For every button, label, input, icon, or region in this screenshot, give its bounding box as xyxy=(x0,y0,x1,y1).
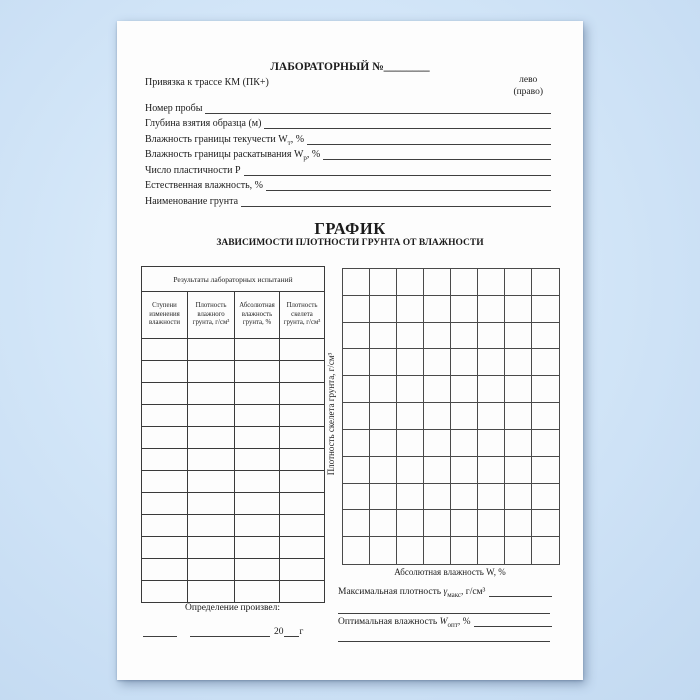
grid-cell xyxy=(451,457,478,484)
table-cell-empty xyxy=(142,405,188,427)
table-cell-empty xyxy=(280,361,325,383)
optimal-moisture-blank-line xyxy=(474,614,552,627)
grid-cell xyxy=(424,349,451,376)
grid-cell xyxy=(532,510,559,537)
table-cell-empty xyxy=(235,405,280,427)
grid-cell xyxy=(343,457,370,484)
table-row xyxy=(142,361,325,383)
side-left: лево xyxy=(519,75,538,85)
grid-cell xyxy=(343,403,370,430)
table-cell-empty xyxy=(280,559,325,581)
table-cell-empty xyxy=(188,493,235,515)
grid-cell xyxy=(424,537,451,564)
grid-cell xyxy=(532,403,559,430)
table-row xyxy=(142,339,325,361)
table-cell-empty xyxy=(280,581,325,603)
table-row xyxy=(142,581,325,603)
grid-cell xyxy=(397,457,424,484)
grid-cell xyxy=(505,296,532,323)
grid-cell xyxy=(343,484,370,511)
table-cell-empty xyxy=(142,559,188,581)
grid-cell xyxy=(478,510,505,537)
table-cell-empty xyxy=(142,361,188,383)
table-cell-empty xyxy=(188,515,235,537)
grid-cell xyxy=(451,430,478,457)
grid-cell xyxy=(424,323,451,350)
field-row-liquid-limit xyxy=(145,129,551,145)
table-cell-empty xyxy=(142,339,188,361)
grid-cell xyxy=(451,296,478,323)
table-cell-empty xyxy=(280,427,325,449)
max-density-label: Максимальная плотность $\gamma_{макс}$, г/см³ xyxy=(338,587,486,599)
table-cell-empty xyxy=(280,339,325,361)
grid-cell xyxy=(505,323,532,350)
field-label: Естественная влажность, % xyxy=(145,180,263,191)
table-cell-empty xyxy=(188,537,235,559)
table-caption: Результаты лабораторных испытаний xyxy=(142,267,325,292)
grid-cell xyxy=(343,376,370,403)
table-row xyxy=(142,515,325,537)
grid-cell xyxy=(370,403,397,430)
grid-cell xyxy=(532,269,559,296)
grid-cell xyxy=(370,484,397,511)
table-cell-empty xyxy=(188,361,235,383)
grid-cell xyxy=(451,484,478,511)
table-row xyxy=(142,383,325,405)
field-label: Влажность границы текучести $W_т$, % xyxy=(145,133,305,147)
grid-cell xyxy=(424,403,451,430)
grid-cell xyxy=(532,484,559,511)
max-density-blank-line xyxy=(489,584,552,597)
field-label: Номер пробы xyxy=(145,102,203,114)
grid-cell xyxy=(451,269,478,296)
table-cell-empty xyxy=(188,427,235,449)
field-row-sampling-depth xyxy=(145,114,551,130)
x-axis-label: Абсолютная влажность W, % xyxy=(394,567,506,577)
grid-cell xyxy=(505,430,532,457)
table-cell-empty xyxy=(142,471,188,493)
table-cell-empty xyxy=(188,339,235,361)
table-cell-empty xyxy=(280,405,325,427)
grid-cell xyxy=(343,510,370,537)
table-cell-empty xyxy=(235,581,280,603)
field-row-plasticity-index xyxy=(145,160,551,176)
grid-cell xyxy=(478,269,505,296)
field-label: Влажность границы раскатывания $W_р$, % xyxy=(145,149,321,162)
table-row xyxy=(142,537,325,559)
grid-cell xyxy=(424,376,451,403)
field-blank-line xyxy=(264,116,551,129)
name-blank xyxy=(190,624,270,637)
grid-cell xyxy=(505,484,532,511)
table-cell-empty xyxy=(142,581,188,603)
grid-cell xyxy=(451,323,478,350)
column-header-skeleton-density: Плотность скелета грунта, г/см³ xyxy=(280,292,325,339)
table-cell-empty xyxy=(235,537,280,559)
optimal-moisture-label: Оптимальная влажность $W_{опт}$, % xyxy=(338,617,471,629)
grid-cell xyxy=(505,537,532,564)
grid-cell xyxy=(370,457,397,484)
grid-cell xyxy=(370,430,397,457)
grid-cell xyxy=(397,430,424,457)
grid-cell xyxy=(370,376,397,403)
grid-cell xyxy=(478,296,505,323)
signature-blank xyxy=(143,624,177,637)
grid-cell xyxy=(451,537,478,564)
grid-cell xyxy=(397,510,424,537)
grid-cell xyxy=(397,376,424,403)
year-prefix: 20 xyxy=(274,627,284,637)
grid-cell xyxy=(532,349,559,376)
grid-cell xyxy=(397,537,424,564)
column-header-wet-density: Плотность влажного грунта, г/см³ xyxy=(188,292,235,339)
y-axis-label: Плотность скелета грунта, г/см³ xyxy=(326,352,336,476)
grid-cell xyxy=(397,403,424,430)
table-cell-empty xyxy=(235,361,280,383)
grid-cell xyxy=(532,296,559,323)
table-cell-empty xyxy=(235,383,280,405)
table-row xyxy=(142,493,325,515)
table-cell-empty xyxy=(188,405,235,427)
table-cell-empty xyxy=(280,449,325,471)
grid-cell xyxy=(505,349,532,376)
table-cell-empty xyxy=(235,449,280,471)
grid-cell xyxy=(451,510,478,537)
field-row-natural-moisture xyxy=(145,176,551,192)
grid-cell xyxy=(478,349,505,376)
grid-cell xyxy=(505,403,532,430)
grid-cell xyxy=(424,269,451,296)
grid-cell xyxy=(343,537,370,564)
grid-cell xyxy=(424,484,451,511)
table-cell-empty xyxy=(280,515,325,537)
grid-cell xyxy=(397,269,424,296)
grid-cell xyxy=(370,323,397,350)
grid-cell xyxy=(370,296,397,323)
grid-cell xyxy=(532,323,559,350)
table-row xyxy=(142,559,325,581)
grid-cell xyxy=(505,376,532,403)
grid-cell xyxy=(424,430,451,457)
graph-subtitle: ЗАВИСИМОСТИ ПЛОТНОСТИ ГРУНТА ОТ ВЛАЖНОСТИ xyxy=(216,238,484,248)
table-cell-empty xyxy=(235,427,280,449)
max-density-field xyxy=(338,584,552,597)
form-title-text: ЛАБОРАТОРНЫЙ № xyxy=(270,61,384,73)
grid-cell xyxy=(478,537,505,564)
grid-cell xyxy=(343,349,370,376)
table-cell-empty xyxy=(280,537,325,559)
grid-cell xyxy=(343,296,370,323)
grid-cell xyxy=(505,510,532,537)
grid-cell xyxy=(370,269,397,296)
grid-cell xyxy=(478,323,505,350)
field-list xyxy=(145,98,551,207)
table-cell-empty xyxy=(235,515,280,537)
grid-cell xyxy=(424,457,451,484)
graph-grid xyxy=(342,268,560,565)
year-blank xyxy=(284,624,299,637)
extra-blank-line xyxy=(338,641,550,642)
form-page xyxy=(117,21,583,680)
grid-cell xyxy=(343,430,370,457)
table-cell-empty xyxy=(142,427,188,449)
grid-cell xyxy=(451,349,478,376)
field-blank-line xyxy=(205,101,551,114)
grid-cell xyxy=(397,296,424,323)
grid-cell xyxy=(478,403,505,430)
column-header-absolute-moisture: Абсолютная влажность грунта, % xyxy=(235,292,280,339)
grid-cell xyxy=(532,376,559,403)
field-label: Наименование грунта xyxy=(145,195,239,207)
table-cell-empty xyxy=(235,471,280,493)
grid-cell xyxy=(478,484,505,511)
table-cell-empty xyxy=(280,493,325,515)
table-cell-empty xyxy=(188,383,235,405)
side-left-right-note xyxy=(513,74,543,98)
route-label: Привязка к трассе КМ (ПК+) xyxy=(145,77,269,88)
grid-cell xyxy=(424,296,451,323)
table-cell-empty xyxy=(235,493,280,515)
table-cell-empty xyxy=(188,449,235,471)
grid-cell xyxy=(397,323,424,350)
table-cell-empty xyxy=(188,581,235,603)
field-label: Число пластичности Р xyxy=(145,164,241,176)
table-cell-empty xyxy=(280,471,325,493)
table-cell-empty xyxy=(142,383,188,405)
grid-cell xyxy=(451,403,478,430)
table-row xyxy=(142,449,325,471)
field-blank-line xyxy=(266,178,551,191)
table-cell-empty xyxy=(235,559,280,581)
table-caption-row xyxy=(142,267,325,292)
form-title xyxy=(117,61,583,73)
grid-cell xyxy=(451,376,478,403)
field-row-sample-number xyxy=(145,98,551,114)
field-row-soil-name xyxy=(145,191,551,207)
table-cell-empty xyxy=(235,339,280,361)
optimal-moisture-field xyxy=(338,614,552,627)
table-cell-empty xyxy=(142,449,188,471)
grid-cell xyxy=(505,457,532,484)
table-cell-empty xyxy=(142,537,188,559)
grid-cell xyxy=(397,349,424,376)
year-suffix: г xyxy=(299,627,304,637)
field-row-plastic-limit xyxy=(145,145,551,161)
table-cell-empty xyxy=(142,493,188,515)
grid-cell xyxy=(343,323,370,350)
table-cell-empty xyxy=(142,515,188,537)
results-table xyxy=(141,266,325,603)
grid-cell xyxy=(532,457,559,484)
form-title-blank: ________ xyxy=(383,61,430,73)
table-row xyxy=(142,471,325,493)
field-blank-line xyxy=(307,132,551,145)
grid-cell xyxy=(343,269,370,296)
grid-cell xyxy=(397,484,424,511)
grid-cell xyxy=(532,537,559,564)
grid-cell xyxy=(505,269,532,296)
table-body xyxy=(142,339,325,603)
table-cell-empty xyxy=(280,383,325,405)
grid-cell xyxy=(532,430,559,457)
field-label: Глубина взятия образца (м) xyxy=(145,118,262,129)
field-blank-line xyxy=(244,163,551,176)
grid-cell xyxy=(370,349,397,376)
grid-cell xyxy=(370,510,397,537)
side-right: (право) xyxy=(513,87,543,97)
graph-title: ГРАФИК xyxy=(314,219,386,238)
grid-cell xyxy=(424,510,451,537)
performed-by-label: Определение произвел: xyxy=(185,603,280,613)
field-blank-line xyxy=(241,194,551,207)
table-cell-empty xyxy=(188,559,235,581)
grid-cell xyxy=(478,457,505,484)
table-header-row xyxy=(142,292,325,339)
column-header-moisture-steps: Ступени изменения влажности xyxy=(142,292,188,339)
grid-cell xyxy=(478,430,505,457)
table-row xyxy=(142,405,325,427)
signature-date-row xyxy=(143,624,333,637)
field-blank-line xyxy=(323,147,551,160)
table-row xyxy=(142,427,325,449)
grid-cell xyxy=(478,376,505,403)
grid-cell xyxy=(370,537,397,564)
table-cell-empty xyxy=(188,471,235,493)
